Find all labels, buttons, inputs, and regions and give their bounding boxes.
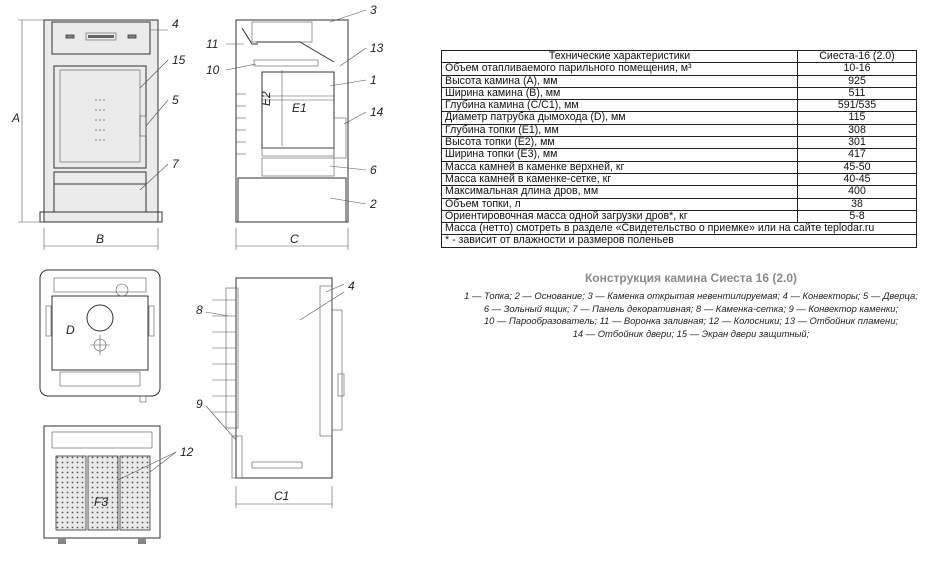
spec-header-param: Технические характеристики [442,51,798,63]
spec-param: Глубина топки (Е1), мм [442,124,798,136]
spec-footnote: * - зависит от влажности и размеров поленьев [442,235,917,247]
side-view-2 [196,278,355,508]
spec-header-row [442,51,917,63]
bottom-view [44,426,194,544]
spec-param: Диаметр патрубка дымохода (D), мм [442,112,798,124]
spec-value: 40-45 [798,173,917,185]
callout-9: 9 [196,397,203,411]
dim-label-b: B [96,232,105,246]
spec-row [442,198,917,210]
spec-table [441,50,917,248]
dim-label-e3: F3 [94,495,109,509]
callout-1: 1 [370,73,377,87]
spec-value: 5-8 [798,210,917,222]
spec-param: Высота топки (Е2), мм [442,137,798,149]
grate-panel-3 [120,456,150,530]
technical-drawing [0,0,440,562]
spec-param: Ориентировочная масса одной загрузки дров*, кг [442,210,798,222]
spec-row [442,87,917,99]
dim-label-d: D [66,323,75,337]
spec-footnote-row [442,235,917,247]
spec-note-row [442,223,917,235]
basket-convector [232,436,242,478]
caption-title: Конструкция камина Сиеста 16 (2.0) [584,271,798,285]
spec-row [442,75,917,87]
callout-3: 3 [370,3,377,17]
convector-strip [320,286,332,436]
callout-14: 14 [370,105,384,119]
spec-row [442,161,917,173]
chimney-flue [87,305,113,331]
side-body-outline [236,20,348,222]
grate-panel-1 [56,456,86,530]
spec-row [442,149,917,161]
spec-param: Масса камней в каменке верхней, кг [442,161,798,173]
spec-value: 591/535 [798,100,917,112]
spec-value: 511 [798,87,917,99]
callout-4b: 4 [348,279,355,293]
front-body-outline [44,20,158,222]
spec-row [442,63,917,75]
spec-param: Ширина топки (Е3), мм [442,149,798,161]
spec-note: Масса (нетто) смотреть в разделе «Свидетельство о приемке» или на сайте teplodar.ru [442,223,917,235]
spec-param: Высота камина (А), мм [442,75,798,87]
top-outline [40,270,160,396]
spec-header-value: Сиеста-16 (2.0) [798,51,917,63]
spec-row [442,173,917,185]
callout-4: 4 [172,17,179,31]
caption-legend-line: 1 — Топка; 2 — Основание; 3 — Каменка открытая невентилируемая; 4 — Конвекторы; 5 — Дверца; [464,290,918,301]
spec-row [442,100,917,112]
spec-param: Глубина камина (С/С1), мм [442,100,798,112]
spec-param: Масса камней в каменке-сетке, кг [442,173,798,185]
spec-param: Объем отапливаемого парильного помещения, м³ [442,63,798,75]
spec-param: Максимальная длина дров, мм [442,186,798,198]
caption-legend-line: 10 — Парообразователь; 11 — Воронка заливная; 12 — Колосники; 13 — Отбойник пламени; [483,315,899,327]
dim-label-c1: C1 [274,489,290,503]
grate-panel-2 [88,456,118,530]
dim-label-c: C [290,232,299,246]
callout-12: 12 [180,445,194,459]
dim-label-e1: E1 [292,101,307,115]
spec-row [442,124,917,136]
front-view [11,17,186,250]
spec-value: 115 [798,112,917,124]
spec-value: 417 [798,149,917,161]
callout-11: 11 [206,37,219,51]
steam-generator [254,60,318,66]
spec-value: 301 [798,137,917,149]
dim-label-a: A [12,111,21,125]
callout-15: 15 [172,53,186,67]
caption-legend-line: 6 — Зольный ящик; 7 — Панель декоративная; 8 — Каменка-сетка; 9 — Конвектор каменки; [483,302,899,314]
side-base [238,178,346,222]
spec-row [442,112,917,124]
figure-caption [456,271,926,340]
caption-legend-line: 14 — Отбойник двери; 15 — Экран двери защитный; [572,327,810,339]
spec-param: Ширина камина (В), мм [442,87,798,99]
top-view [40,270,160,402]
callout-7: 7 [172,157,179,171]
spec-value: 925 [798,75,917,87]
spec-value: 38 [798,198,917,210]
spec-row [442,210,917,222]
ash-box [262,158,334,176]
spec-value: 308 [798,124,917,136]
grate [262,148,334,156]
spec-value: 400 [798,186,917,198]
dim-label-e2: E2 [259,91,273,106]
spec-row [442,137,917,149]
callout-5: 5 [172,93,179,107]
callout-13: 13 [370,41,384,55]
stone-basket-top [252,22,312,42]
spec-value: 10-16 [798,63,917,75]
spec-param: Объем топки, л [442,198,798,210]
side2-body [236,278,332,478]
callout-8: 8 [196,303,203,317]
callout-6: 6 [370,163,377,177]
spec-row [442,186,917,198]
callout-10: 10 [206,63,220,77]
callout-2: 2 [370,197,377,211]
spec-value: 45-50 [798,161,917,173]
side-section-view [206,3,384,250]
